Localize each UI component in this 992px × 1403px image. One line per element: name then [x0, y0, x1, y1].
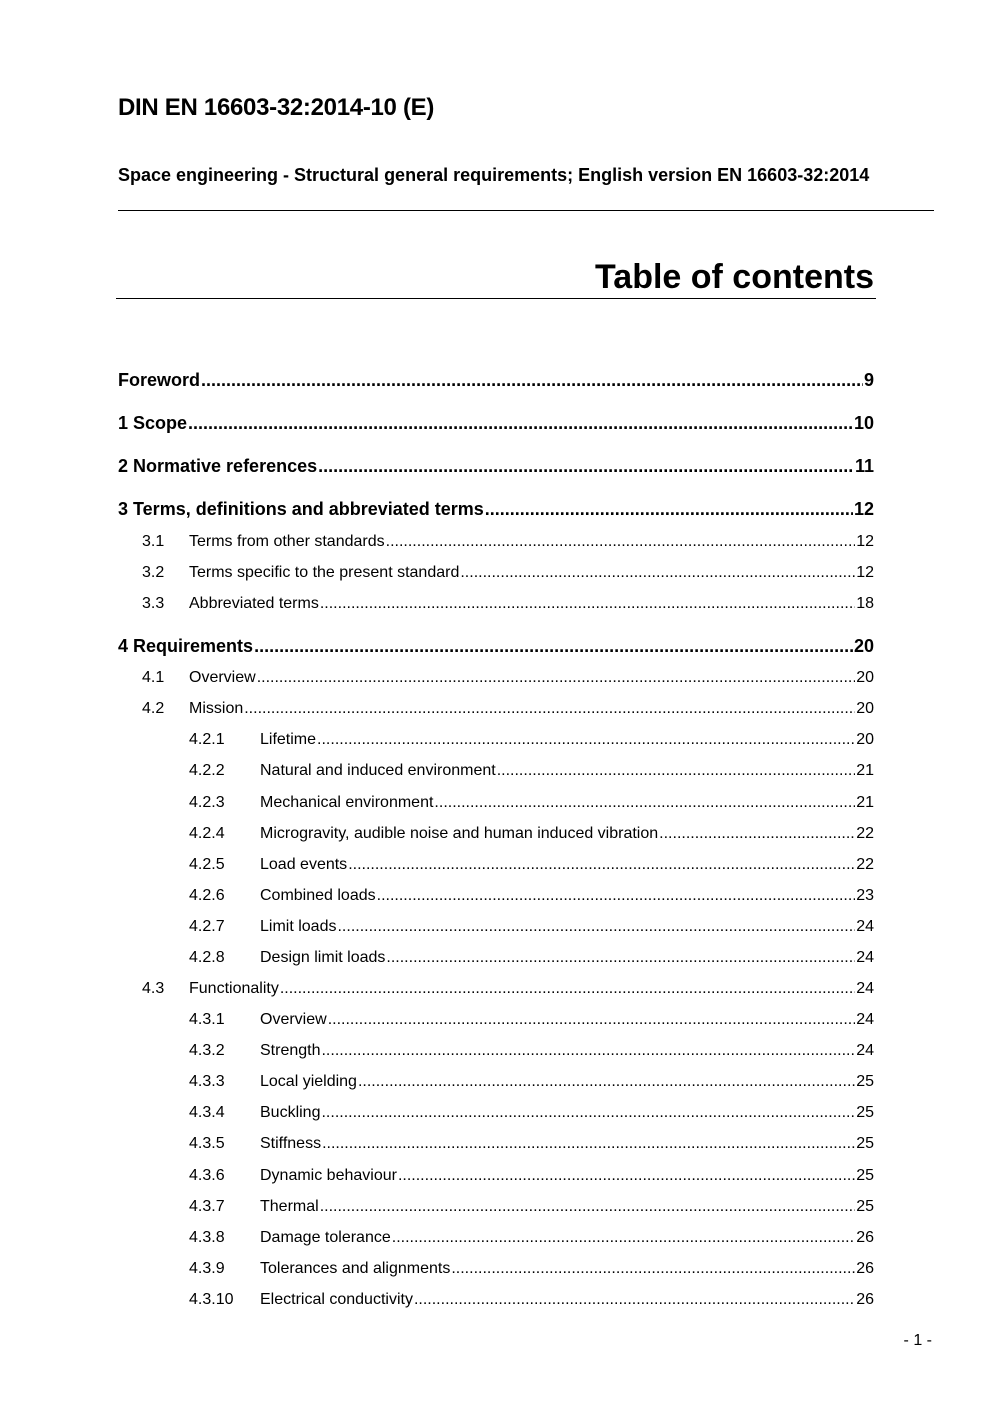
dot-leader [386, 533, 856, 551]
dot-leader [659, 825, 855, 843]
toc-entry[interactable] [142, 700, 874, 718]
dot-leader [414, 1291, 855, 1309]
toc-entry-number: 4.2.2 [189, 762, 225, 779]
dot-leader [321, 1042, 855, 1060]
dot-leader [244, 700, 855, 718]
document-id: DIN EN 16603-32:2014-10 (E) [118, 94, 435, 121]
toc-entry[interactable] [189, 1260, 874, 1278]
toc-entry-title: Damage tolerance [260, 1229, 391, 1246]
toc-entry[interactable] [189, 1198, 874, 1216]
toc-entry-number: 1 [118, 413, 129, 433]
dot-leader [322, 1135, 855, 1153]
toc-entry-title: Dynamic behaviour [260, 1167, 397, 1184]
toc-entry[interactable] [118, 456, 874, 477]
toc-entry-page: 18 [856, 595, 874, 612]
toc-entry-title: Terms, definitions and abbreviated terms [133, 499, 484, 519]
toc-entry-title: Combined loads [260, 887, 376, 904]
toc-entry-page: 25 [856, 1167, 874, 1184]
dot-leader [434, 794, 855, 812]
toc-entry-number: 4.3.2 [189, 1042, 225, 1059]
toc-entry-number: 4.3.3 [189, 1073, 225, 1090]
toc-entry[interactable] [189, 949, 874, 967]
dot-leader [386, 949, 855, 967]
toc-entry[interactable] [189, 731, 874, 749]
toc-entry-page: 26 [856, 1229, 874, 1246]
header-divider [118, 210, 934, 211]
toc-entry[interactable] [118, 499, 874, 520]
toc-entry[interactable] [142, 980, 874, 998]
dot-leader [392, 1229, 855, 1247]
toc-entry[interactable] [189, 794, 874, 812]
toc-entry-title: Electrical conductivity [260, 1291, 413, 1308]
toc-entry-number: 4.2 [142, 700, 165, 717]
toc-entry-number: 3.2 [142, 564, 165, 581]
toc-entry[interactable] [118, 413, 874, 434]
toc-entry[interactable] [189, 1229, 874, 1247]
toc-entry-page: 22 [856, 856, 874, 873]
dot-leader [451, 1260, 855, 1278]
toc-entry-page: 10 [853, 413, 874, 433]
toc-entry-page: 20 [853, 636, 874, 656]
toc-entry-title: Overview [189, 669, 256, 686]
toc-entry-page: 25 [856, 1073, 874, 1090]
toc-entry-title: Mission [189, 700, 244, 717]
toc-entry-title: Limit loads [260, 918, 337, 935]
toc-entry-title: Local yielding [260, 1073, 357, 1090]
dot-leader [320, 595, 855, 613]
toc-entry[interactable] [189, 1011, 874, 1029]
toc-entry-number: 4.3.5 [189, 1135, 225, 1152]
toc-entry-number: 4.3 [142, 980, 165, 997]
toc-entry-page: 24 [856, 918, 874, 935]
dot-leader [398, 1167, 855, 1185]
toc-entry-page: 24 [856, 980, 874, 997]
dot-leader [460, 564, 855, 582]
toc-entry-title: Natural and induced environment [260, 762, 496, 779]
dot-leader [497, 762, 856, 780]
toc-entry-page: 25 [856, 1135, 874, 1152]
toc-entry-number: 4.3.1 [189, 1011, 225, 1028]
toc-entry[interactable] [189, 1291, 874, 1309]
toc-entry-page: 24 [856, 949, 874, 966]
toc-entry-title: Buckling [260, 1104, 321, 1121]
toc-entry-page: 20 [856, 669, 874, 686]
dot-leader [321, 1104, 855, 1122]
dot-leader [188, 413, 853, 434]
toc-title: Table of contents [595, 258, 874, 296]
toc-entry[interactable] [189, 1042, 874, 1060]
dot-leader [348, 856, 855, 874]
dot-leader [358, 1073, 855, 1091]
toc-entry[interactable] [189, 918, 874, 936]
toc-entry-number: 4.3.7 [189, 1198, 225, 1215]
dot-leader [280, 980, 855, 998]
toc-entry-title: Design limit loads [260, 949, 386, 966]
toc-entry-page: 11 [854, 456, 874, 476]
toc-entry-page: 25 [856, 1198, 874, 1215]
toc-entry-title: Abbreviated terms [189, 595, 319, 612]
toc-entry[interactable] [189, 1167, 874, 1185]
dot-leader [254, 636, 853, 657]
toc-entry-number: 4.3.10 [189, 1291, 234, 1308]
toc-entry-page: 12 [856, 533, 874, 550]
dot-leader [337, 918, 855, 936]
toc-entry-title: Thermal [260, 1198, 319, 1215]
toc-entry[interactable] [189, 1135, 874, 1153]
toc-entry-page: 22 [856, 825, 874, 842]
toc-entry-page: 25 [856, 1104, 874, 1121]
toc-entry-number: 4.3.4 [189, 1104, 225, 1121]
toc-entry-page: 24 [856, 1042, 874, 1059]
toc-entry-number: 4 [118, 636, 129, 656]
toc-entry[interactable] [189, 762, 874, 780]
toc-entry-page: 12 [856, 564, 874, 581]
toc-entry[interactable] [142, 533, 874, 551]
toc-entry-number: 4.2.4 [189, 825, 225, 842]
toc-entry-page: 24 [856, 1011, 874, 1028]
toc-entry-title: Scope [133, 413, 188, 433]
dot-leader [485, 499, 853, 520]
toc-entry-title: Normative references [133, 456, 318, 476]
toc-entry-title: Microgravity, audible noise and human induced vibration [260, 825, 659, 842]
toc-entry-number: 3.3 [142, 595, 165, 612]
toc-entry-number: 4.1 [142, 669, 165, 686]
toc-entry-title: Mechanical environment [260, 794, 434, 811]
toc-entry-page: 21 [856, 762, 874, 779]
dot-leader [328, 1011, 856, 1029]
toc-entry-title: Tolerances and alignments [260, 1260, 451, 1277]
dot-leader [317, 731, 855, 749]
toc-entry-number: 4.3.8 [189, 1229, 225, 1246]
toc-entry[interactable] [142, 595, 874, 613]
toc-entry-page: 9 [863, 370, 874, 390]
dot-leader [318, 456, 854, 477]
toc-entry[interactable] [142, 564, 874, 582]
toc-entry-number: 4.3.6 [189, 1167, 225, 1184]
toc-entry-title: Overview [260, 1011, 327, 1028]
dot-leader [377, 887, 856, 905]
toc-entry[interactable] [189, 825, 874, 843]
toc-entry-title: Functionality [189, 980, 279, 997]
toc-entry-number: 3 [118, 499, 129, 519]
document-subtitle: Space engineering - Structural general requirements; English version EN 16603-32:2014 [118, 165, 870, 185]
toc-entry-number: 2 [118, 456, 129, 476]
toc-entry-page: 20 [856, 731, 874, 748]
title-divider [116, 298, 876, 299]
toc-entry-title: Strength [260, 1042, 321, 1059]
toc-entry-title: Foreword [118, 370, 201, 390]
toc-entry-title: Lifetime [260, 731, 317, 748]
toc-entry-page: 21 [856, 794, 874, 811]
dot-leader [320, 1198, 856, 1216]
dot-leader [257, 669, 856, 687]
toc-entry[interactable] [189, 887, 874, 905]
toc-entry-number: 3.1 [142, 533, 165, 550]
toc-entry-title: Load events [260, 856, 348, 873]
toc-entry-number: 4.2.1 [189, 731, 225, 748]
page-number: - 1 - [903, 1332, 932, 1349]
toc-entry-title: Terms specific to the present standard [189, 564, 460, 581]
toc-entry[interactable] [189, 1073, 874, 1091]
toc-entry-number: 4.2.5 [189, 856, 225, 873]
toc-entry-number: 4.2.6 [189, 887, 225, 904]
toc-entry-title: Stiffness [260, 1135, 322, 1152]
toc-entry[interactable] [118, 370, 874, 391]
toc-entry-page: 26 [856, 1291, 874, 1308]
toc-entry[interactable] [142, 669, 874, 687]
toc-entry-page: 12 [853, 499, 874, 519]
toc-entry[interactable] [189, 856, 874, 874]
toc-entry-number: 4.2.7 [189, 918, 225, 935]
toc-entry-number: 4.2.8 [189, 949, 225, 966]
toc-entry-page: 23 [856, 887, 874, 904]
toc-entry-page: 26 [856, 1260, 874, 1277]
toc-entry[interactable] [118, 636, 874, 657]
toc-entry-number: 4.2.3 [189, 794, 225, 811]
toc-entry-page: 20 [856, 700, 874, 717]
toc-entry-number: 4.3.9 [189, 1260, 225, 1277]
toc-entry-title: Terms from other standards [189, 533, 385, 550]
toc-entry-title: Requirements [133, 636, 254, 656]
dot-leader [201, 370, 863, 391]
toc-entry[interactable] [189, 1104, 874, 1122]
